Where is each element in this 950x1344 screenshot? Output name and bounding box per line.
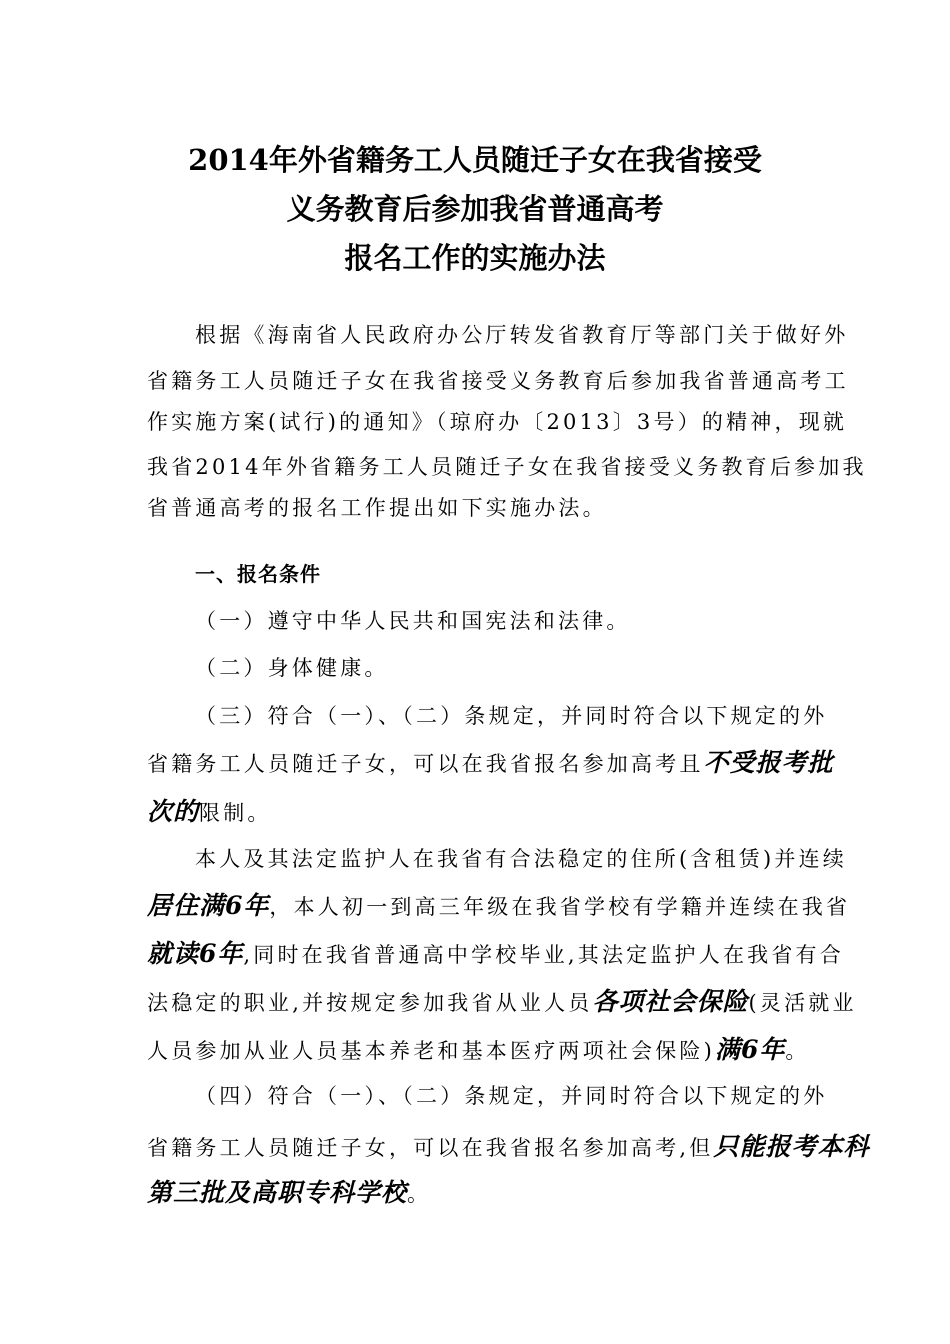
intro-line-4: 我省2014年外省籍务工人员随迁子女在我省接受义务教育后参加我: [147, 455, 867, 479]
para-emphasis-years: 满6年: [715, 1035, 786, 1064]
item-4-line-1: （四）符合（一）、（二）条规定，并同时符合以下规定的外: [195, 1084, 828, 1108]
item-3-emphasis-1: 不受报考批: [703, 748, 834, 777]
item-4-emphasis-2: 第三批及高职专科学校: [147, 1178, 408, 1207]
item-4-line-3-tail: 。: [407, 1182, 432, 1206]
item-1: （一）遵守中华人民共和国宪法和法律。: [195, 609, 631, 633]
item-4-emphasis-1: 只能报考本科: [713, 1132, 870, 1161]
para-line-4: [147, 982, 857, 1018]
document-title-line-2: 义务教育后参加我省普通高考: [286, 192, 664, 226]
para-emphasis-residence: 居住满6年: [147, 891, 270, 920]
item-4-line-2-text: 省籍务工人员随迁子女，可以在我省报名参加高考,但: [147, 1136, 714, 1160]
document-title-line-3: 报名工作的实施办法: [344, 241, 606, 275]
para-line-3: [147, 934, 844, 970]
para-line-3-text: ,同时在我省普通高中学校毕业,其法定监护人在我省有合: [243, 943, 844, 967]
item-4-line-3: [147, 1173, 431, 1209]
item-3-line-1: （三）符合（一）、（二）条规定，并同时符合以下规定的外: [195, 704, 828, 728]
para-line-2: [147, 886, 850, 922]
intro-line-3: 作实施方案(试行)的通知》（琼府办〔2013〕3号）的精神，现就: [147, 410, 848, 434]
para-line-2-text: ，本人初一到高三年级在我省学校有学籍并连续在我省: [269, 895, 851, 919]
item-3-line-2: [147, 743, 834, 779]
intro-line-2: 省籍务工人员随迁子女在我省接受义务教育后参加我省普通高考工: [147, 369, 849, 393]
intro-line-5: 省普通高考的报名工作提出如下实施办法。: [147, 496, 607, 520]
para-line-4-text: 法稳定的职业,并按规定参加我省从业人员: [147, 991, 593, 1015]
para-line-5-text: 人员参加从业人员基本养老和基本医疗两项社会保险): [147, 1039, 715, 1063]
para-line-4-tail: (灵活就业: [748, 991, 857, 1015]
section-heading: 一、报名条件: [195, 562, 321, 586]
para-line-5: [147, 1030, 810, 1066]
document-title-line-1: 2014年外省籍务工人员随迁子女在我省接受: [188, 143, 762, 177]
para-line-5-tail: 。: [785, 1039, 810, 1063]
item-4-line-2: [147, 1127, 870, 1163]
item-3-line-3-text: 限制。: [199, 801, 272, 825]
item-3-emphasis-2: 次的: [147, 797, 200, 826]
item-2: （二）身体健康。: [195, 656, 389, 680]
para-emphasis-insurance: 各项社会保险: [592, 987, 749, 1016]
item-3-line-3: [147, 792, 272, 828]
intro-line-1: 根据《海南省人民政府办公厅转发省教育厅等部门关于做好外: [195, 323, 849, 347]
para-emphasis-study: 就读6年: [147, 939, 244, 968]
item-3-line-2-text: 省籍务工人员随迁子女，可以在我省报名参加高考且: [147, 752, 704, 776]
para-line-1: 本人及其法定监护人在我省有合法稳定的住所(含租赁)并连续: [195, 847, 847, 871]
